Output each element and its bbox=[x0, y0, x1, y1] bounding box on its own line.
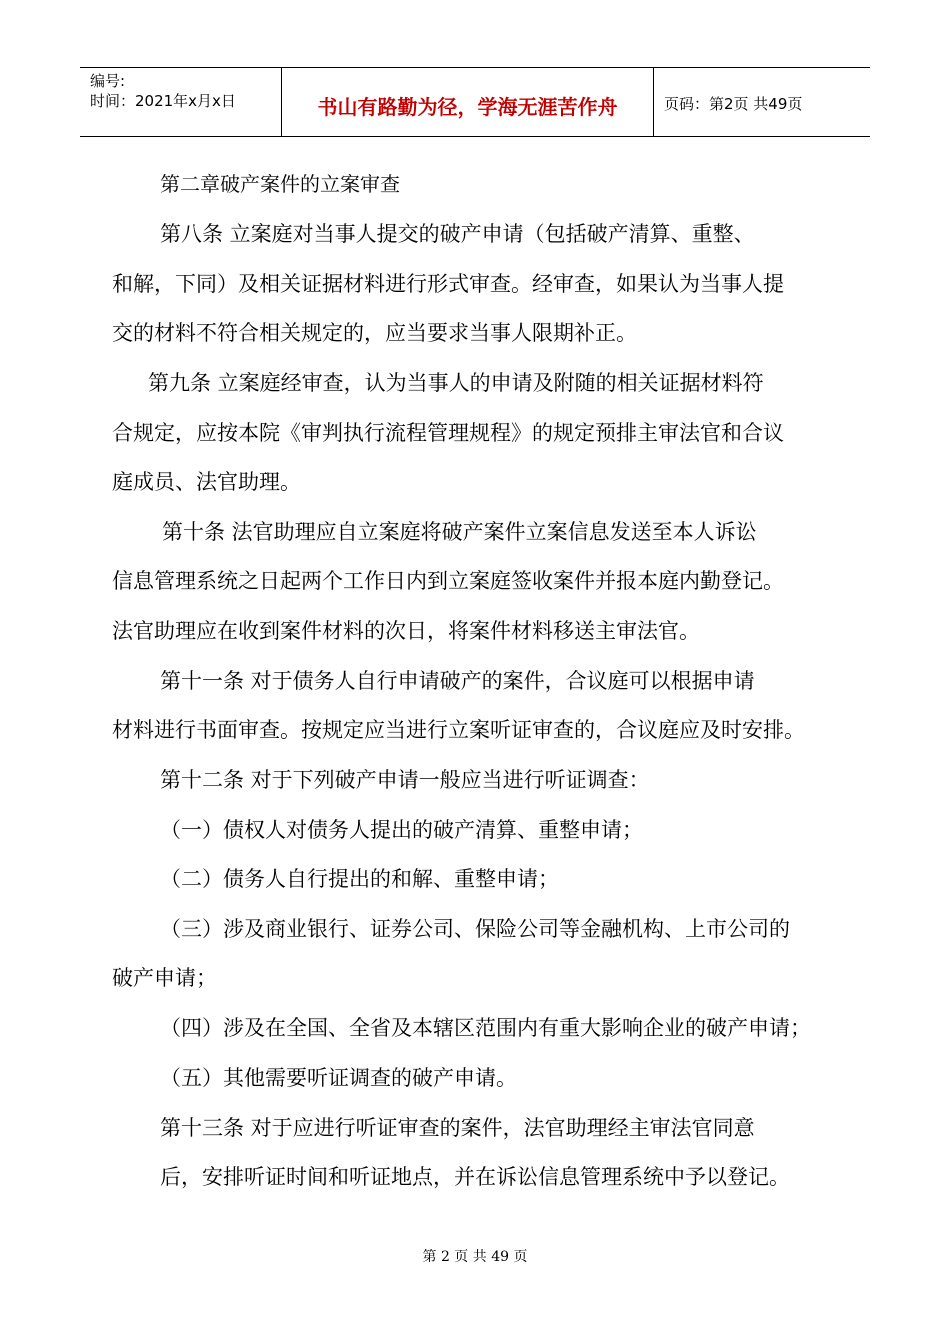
document-header bbox=[80, 67, 870, 137]
paragraph-line: 法官助理应在收到案件材料的次日，将案件材料移送主审法官。 bbox=[112, 619, 700, 643]
paragraph-line: 庭成员、法官助理。 bbox=[112, 470, 301, 494]
header-meta bbox=[80, 68, 282, 136]
paragraph-line: （五）其他需要听证调查的破产申请。 bbox=[160, 1066, 517, 1090]
footer-page-number: 第 2 页 共 49 页 bbox=[422, 1249, 528, 1265]
paragraph-line: （四）涉及在全国、全省及本辖区范围内有重大影响企业的破产申请； bbox=[160, 1016, 811, 1040]
paragraph-line: 交的材料不符合相关规定的，应当要求当事人限期补正。 bbox=[112, 321, 637, 345]
header-motto: 书山有路勤为径，学海无涯苦作舟 bbox=[282, 68, 654, 136]
chapter-title: 第二章破产案件的立案审查 bbox=[160, 172, 400, 196]
paragraph-line: 第十二条 对于下列破产申请一般应当进行听证调查： bbox=[160, 768, 650, 792]
paragraph-line: （一）债权人对债务人提出的破产清算、重整申请； bbox=[160, 818, 643, 842]
paragraph-line: 后，安排听证时间和听证地点，并在诉讼信息管理系统中予以登记。 bbox=[160, 1165, 790, 1189]
paragraph-line: 第九条 立案庭经审查，认为当事人的申请及附随的相关证据材料符 bbox=[148, 371, 764, 395]
paragraph-line: 第八条 立案庭对当事人提交的破产申请（包括破产清算、重整、 bbox=[160, 222, 755, 246]
paragraph-line: 第十一条 对于债务人自行申请破产的案件，合议庭可以根据申请 bbox=[160, 669, 755, 693]
paragraph-line: 第十三条 对于应进行听证审查的案件，法官助理经主审法官同意 bbox=[160, 1116, 755, 1140]
paragraph-line: 破产申请； bbox=[112, 966, 217, 990]
header-number-label: 编号: bbox=[90, 72, 126, 90]
header-page-info: 页码：第2页 共49页 bbox=[664, 94, 803, 113]
paragraph-line: 第十条 法官助理应自立案庭将破产案件立案信息发送至本人诉讼 bbox=[162, 520, 757, 544]
paragraph-line: 信息管理系统之日起两个工作日内到立案庭签收案件并报本庭内勤登记。 bbox=[112, 569, 784, 593]
page-footer bbox=[0, 1246, 950, 1266]
paragraph-line: （二）债务人自行提出的和解、重整申请； bbox=[160, 867, 559, 891]
paragraph-line: 合规定，应按本院《审判执行流程管理规程》的规定预排主审法官和合议 bbox=[112, 421, 784, 445]
paragraph-line: 材料进行书面审查。按规定应当进行立案听证审查的，合议庭应及时安排。 bbox=[112, 718, 805, 742]
paragraph-line: （三）涉及商业银行、证券公司、保险公司等金融机构、上市公司的 bbox=[160, 917, 790, 941]
paragraph-line: 和解，下同）及相关证据材料进行形式审查。经审查，如果认为当事人提 bbox=[112, 272, 784, 296]
header-date-label: 时间：2021年x月x日 bbox=[90, 92, 236, 110]
